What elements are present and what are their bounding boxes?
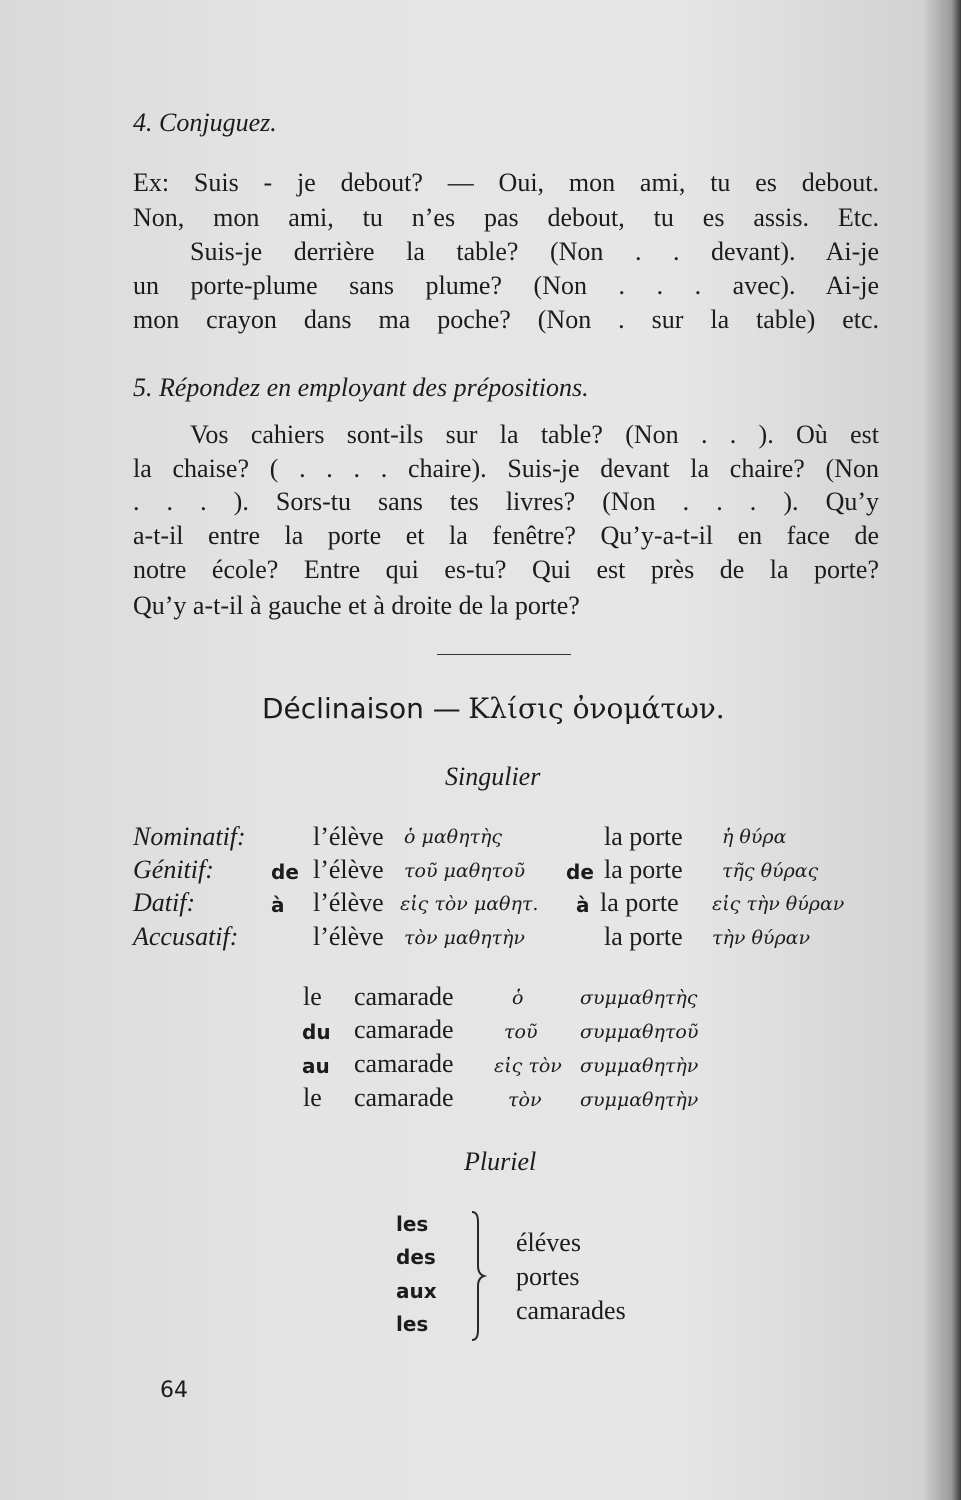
plural-label: Pluriel [464,1147,537,1176]
noun-fr: la porte [604,822,683,851]
greek-article: τὸν [508,1089,542,1111]
preposition: à [576,893,590,917]
preposition: de [566,860,594,884]
noun-fr: la porte [604,922,683,951]
curly-brace-icon [468,1210,488,1342]
noun-gr: τὴν θύραν [712,927,811,949]
noun-gr: τοῦ μαθητοῦ [404,860,526,882]
article: le [303,1083,322,1112]
noun-gr: τὸν μαθητὴν [404,927,525,949]
exercise-4-line-5: mon crayon dans ma poche? (Non . sur la table) etc. [133,305,879,334]
article: le [303,982,322,1011]
noun-fr: l’élève [313,888,384,917]
noun-fr: la porte [600,888,679,917]
noun-gr: συμμαθητὴν [580,1055,699,1077]
noun-gr: ὁ μαθητὴς [404,826,503,848]
section-divider [437,654,571,655]
noun-fr: camarade [354,1049,454,1078]
noun-fr: l’élève [313,922,384,951]
plural-noun: camarades [516,1296,626,1325]
plural-article: aux [396,1279,437,1303]
case-label: Datif: [133,888,196,917]
exercise-5-line-4: a-t-il entre la porte et la fenêtre? Qu’y-a-t-il en face de [133,521,879,550]
preposition: de [271,860,299,884]
plural-article: des [396,1245,436,1269]
noun-fr: camarade [354,1015,454,1044]
preposition: à [271,893,285,917]
case-label: Génitif: [133,855,214,884]
noun-fr: l’élève [313,822,384,851]
plural-article: les [396,1312,429,1336]
article: au [302,1054,330,1078]
greek-article: ὁ [512,987,524,1009]
noun-fr: camarade [354,1083,454,1112]
plural-noun: portes [516,1262,580,1291]
declension-title-fr: Déclinaison — [262,692,461,725]
noun-gr: συμμαθητὴν [580,1089,699,1111]
declension-title-gr: Κλίσις ὀνομάτων. [468,692,725,725]
exercise-4-line-4: un porte-plume sans plume? (Non . . . avec). Ai-je [133,271,879,300]
article: du [302,1020,331,1044]
exercise-5-line-1: Vos cahiers sont-ils sur la table? (Non . . ). Où est [190,420,879,449]
noun-gr: εἰς τὴν θύραν [712,893,845,915]
noun-gr: ἡ θύρα [722,826,787,848]
noun-fr: camarade [354,982,454,1011]
noun-fr: la porte [604,855,683,884]
exercise-4-heading: 4. Conjuguez. [133,108,277,137]
plural-noun: éléves [516,1228,581,1257]
case-label: Accusatif: [133,922,239,951]
noun-gr: τῆς θύρας [722,860,819,882]
exercise-4-line-1: Ex: Suis - je debout? — Oui, mon ami, tu es debout. [133,168,879,197]
noun-gr: εἰς τὸν μαθητ. [400,893,539,915]
plural-article: les [396,1212,429,1236]
declension-title [262,692,725,726]
singular-label: Singulier [445,762,541,791]
greek-article: τοῦ [504,1021,538,1043]
noun-gr: συμμαθητὴς [580,987,698,1009]
noun-gr: συμμαθητοῦ [580,1021,699,1043]
exercise-5-line-5: notre école? Entre qui es-tu? Qui est près de la porte? [133,555,879,584]
noun-fr: l’élève [313,855,384,884]
exercise-4-line-3: Suis-je derrière la table? (Non . . devant). Ai-je [190,237,879,266]
exercise-4-line-2: Non, mon ami, tu n’es pas debout, tu es assis. Etc. [133,203,879,232]
exercise-5-line-6: Qu’y a-t-il à gauche et à droite de la porte? [133,591,580,620]
exercise-5-line-2: la chaise? ( . . . . chaire). Suis-je devant la chaire? (Non [133,454,879,483]
exercise-5-line-3: . . . ). Sors-tu sans tes livres? (Non . . . ). Qu’y [133,487,879,516]
greek-article: εἰς τὸν [494,1055,562,1077]
exercise-5-heading: 5. Répondez en employant des prépositions. [133,373,589,402]
page-number: 64 [160,1378,188,1403]
case-label: Nominatif: [133,822,246,851]
